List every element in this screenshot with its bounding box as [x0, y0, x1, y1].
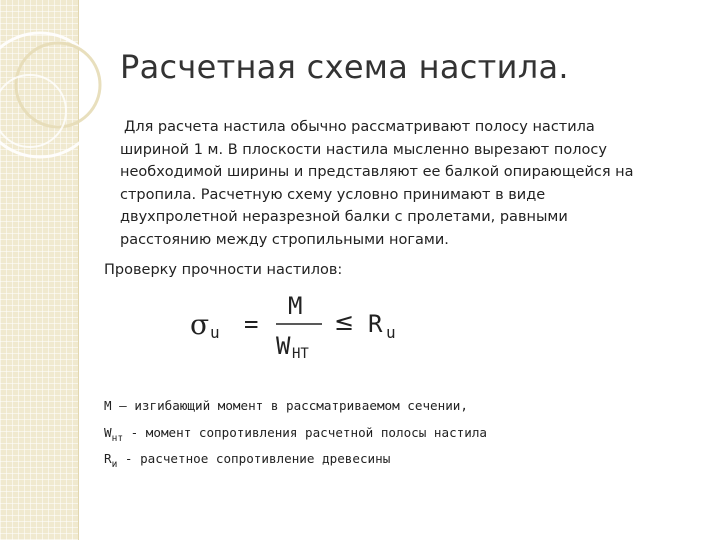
legend-text: - расчетное сопротивление древесины — [117, 451, 391, 466]
legend-symbol: W — [104, 424, 112, 440]
formula-equals: = — [244, 310, 259, 338]
legend-symbol: M — [104, 398, 112, 413]
legend-symbol-sub: нт — [111, 432, 124, 444]
intro-paragraph: Для расчета настила обычно рассматривают полосу настила шириной 1 м. В плоскости настила мысленно вырезают полосу необходимой ширины и представляют ее балкой опирающейся на стропила. Расчетную схему условно принимают в виде двухпролетной неразрезной балки с пролетами, равными расстоянию между стропильными ногами. — [120, 119, 634, 248]
legend-line-moment — [104, 394, 487, 421]
formula-legend — [104, 394, 487, 474]
formula-rhs: R — [368, 310, 383, 338]
formula-denominator-sub: HT — [292, 346, 309, 362]
formula-denominator: W — [276, 332, 291, 360]
legend-text: – изгибающий момент в рассматриваемом сечении, — [111, 398, 468, 413]
formula-numerator: M — [288, 292, 303, 320]
legend-line-resistance — [104, 447, 487, 474]
legend-line-section-modulus — [104, 421, 487, 448]
formula-leq: ≤ — [334, 308, 355, 336]
slide-title: Расчетная схема настила. — [120, 48, 569, 86]
decorative-rings — [0, 15, 120, 175]
formula-sigma-sub: u — [210, 323, 220, 342]
legend-text: - момент сопротивления расчетной полосы настила — [123, 424, 487, 440]
strength-formula — [188, 288, 428, 368]
formula-sigma: σ — [190, 308, 210, 341]
strength-check-label: Проверку прочности настилов: — [104, 262, 343, 278]
legend-symbol: R — [104, 451, 112, 466]
legend-symbol-sub: и — [111, 459, 118, 470]
formula-rhs-sub: u — [386, 323, 396, 342]
